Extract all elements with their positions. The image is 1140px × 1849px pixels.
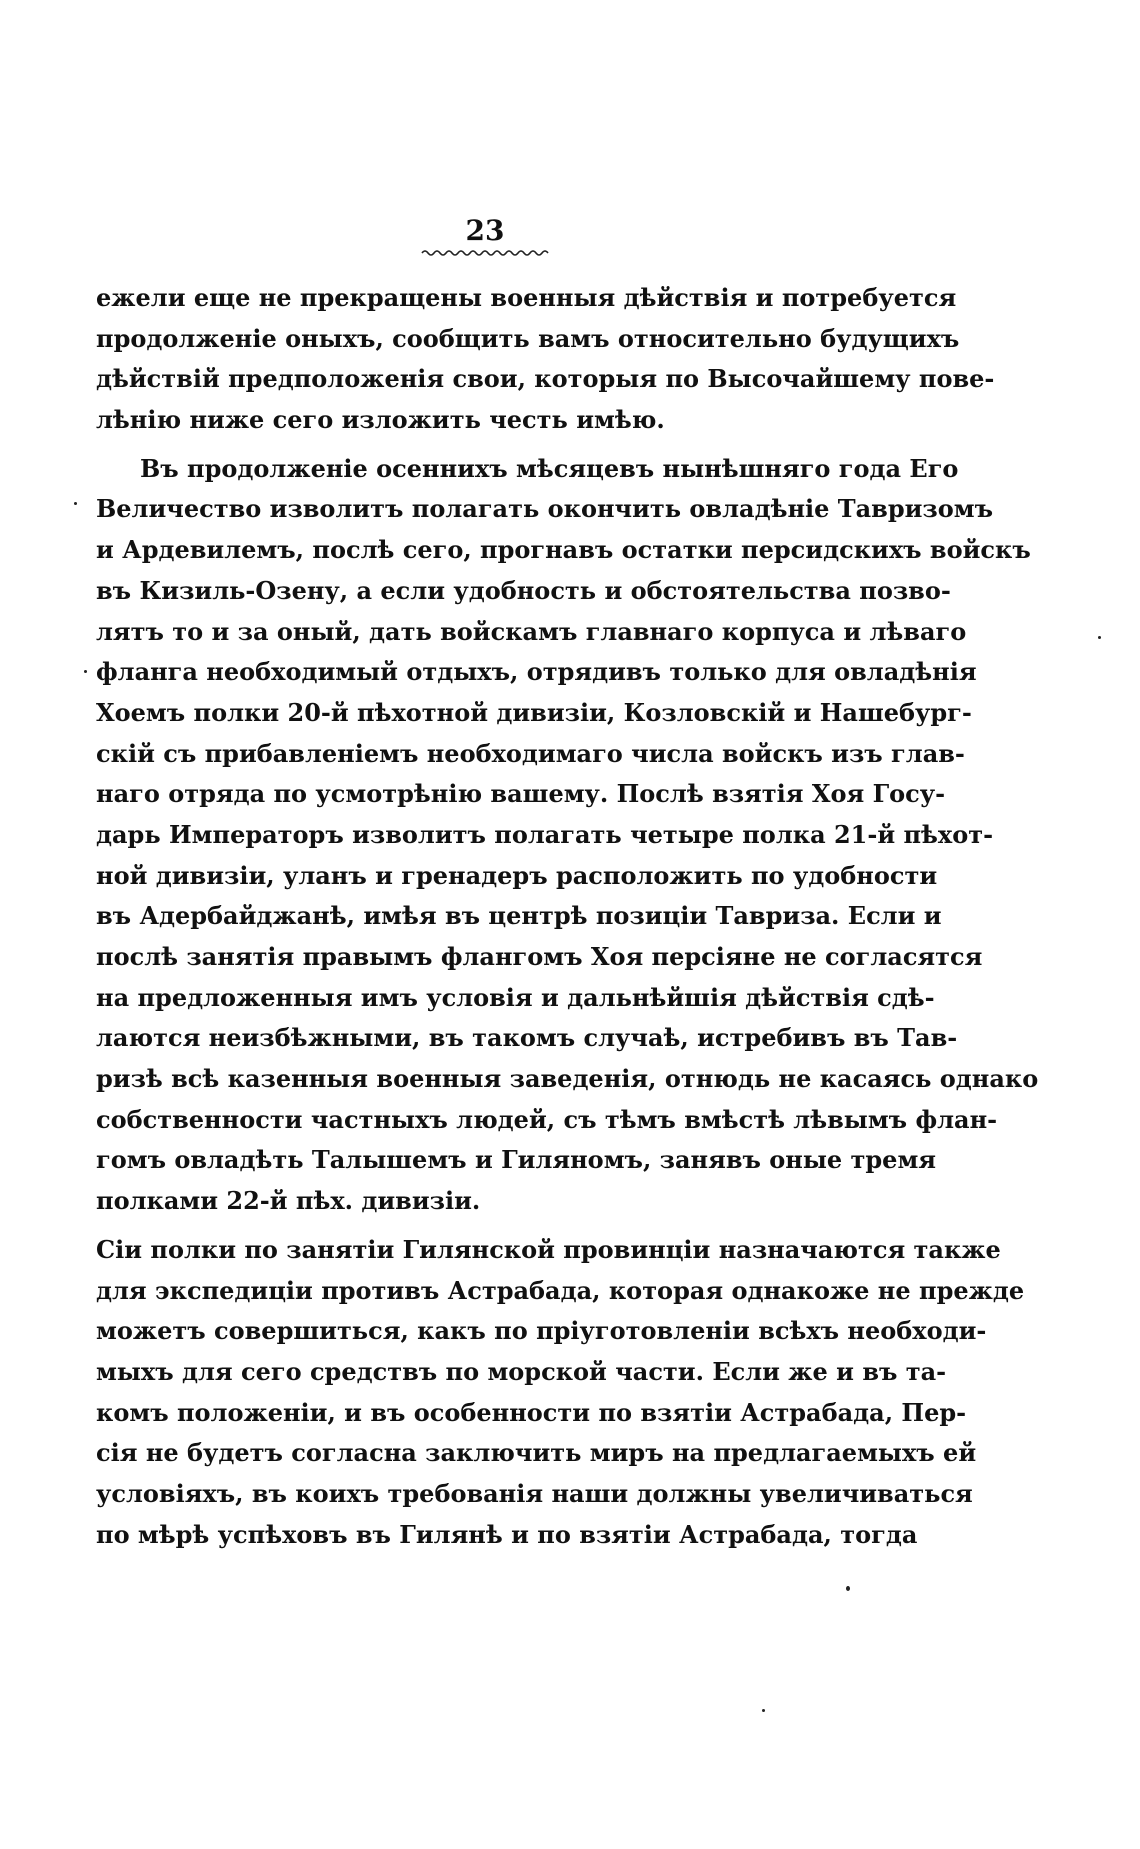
paragraph-1 bbox=[96, 278, 995, 441]
scan-speck bbox=[762, 1709, 765, 1712]
text-line: и Ардевилемъ, послѣ сего, прогнавъ остатки персидскихъ войскъ bbox=[96, 535, 1031, 565]
text-line: лаются неизбѣжными, въ такомъ случаѣ, истребивъ въ Тав- bbox=[96, 1023, 958, 1053]
text-line: можетъ совершиться, какъ по пріуготовленіи всѣхъ необходи- bbox=[96, 1316, 987, 1346]
text-line: фланга необходимый отдыхъ, отрядивъ только для овладѣнія bbox=[96, 657, 977, 687]
text-line: по мѣрѣ успѣховъ въ Гилянѣ и по взятіи Астрабада, тогда bbox=[96, 1519, 918, 1549]
text-line: дѣйствій предположенія свои, которыя по Высочайшему пове- bbox=[96, 364, 995, 394]
paragraph-2 bbox=[96, 449, 1039, 1222]
wavy-rule-ornament bbox=[420, 247, 550, 259]
scan-speck bbox=[84, 670, 87, 673]
text-line: ризѣ всѣ казенныя военныя заведенія, отнюдь не касаясь однако bbox=[96, 1064, 1039, 1094]
scan-speck bbox=[846, 1586, 850, 1591]
text-line: гомъ овладѣть Талышемъ и Гиляномъ, занявъ оные тремя bbox=[96, 1145, 937, 1175]
text-line: послѣ занятія правымъ флангомъ Хоя персіяне не согласятся bbox=[96, 942, 983, 971]
text-line: мыхъ для сего средствъ по морской части. Если же и въ та- bbox=[96, 1356, 947, 1386]
text-line: ежели еще не прекращены военныя дѣйствія и потребуется bbox=[96, 283, 957, 312]
text-line: собственности частныхъ людей, съ тѣмъ вмѣстѣ лѣвымъ флан- bbox=[96, 1104, 998, 1134]
page-number: 23 bbox=[465, 214, 505, 247]
text-line: лятъ то и за оный, дать войскамъ главнаго корпуса и лѣваго bbox=[96, 616, 967, 646]
text-line: въ Кизиль-Озену, а если удобность и обстоятельства позво- bbox=[96, 575, 951, 605]
body-text bbox=[96, 278, 1039, 1555]
scan-speck bbox=[74, 502, 77, 505]
text-line: наго отряда по усмотрѣнію вашему. Послѣ взятія Хоя Госу- bbox=[96, 779, 946, 809]
scan-speck bbox=[1098, 636, 1101, 639]
text-line: комъ положеніи, и въ особенности по взятіи Астрабада, Пер- bbox=[96, 1397, 967, 1427]
text-line: скій съ прибавленіемъ необходимаго числа войскъ изъ глав- bbox=[96, 738, 965, 768]
text-line: дарь Императоръ изволитъ полагать четыре полка 21-й пѣхот- bbox=[96, 819, 994, 849]
paragraph-3 bbox=[96, 1230, 1025, 1556]
text-line: условіяхъ, въ коихъ требованія наши должны увеличиваться bbox=[96, 1478, 973, 1508]
text-line: продолженіе оныхъ, сообщить вамъ относительно будущихъ bbox=[96, 323, 960, 353]
text-line: Въ продолженіе осеннихъ мѣсяцевъ нынѣшняго года Его bbox=[140, 453, 959, 483]
text-line: Хоемъ полки 20-й пѣхотной дивизіи, Козловскій и Нашебург- bbox=[96, 697, 972, 727]
text-line: для экспедиціи противъ Астрабада, которая однакоже не прежде bbox=[96, 1275, 1025, 1305]
text-line: на предложенныя имъ условія и дальнѣйшія дѣйствія сдѣ- bbox=[96, 982, 935, 1012]
text-line: полками 22-й пѣх. дивизіи. bbox=[96, 1186, 481, 1216]
text-line: сія не будетъ согласна заключить миръ на предлагаемыхъ ей bbox=[96, 1438, 977, 1468]
text-line: Сіи полки по занятіи Гилянской провинціи назначаются также bbox=[96, 1234, 1001, 1264]
text-line: въ Адербайджанѣ, имѣя въ центрѣ позиціи Тавриза. Если и bbox=[96, 901, 942, 931]
text-line: Величество изволитъ полагать окончить овладѣніе Тавризомъ bbox=[96, 494, 993, 524]
text-line: лѣнію ниже сего изложить честь имѣю. bbox=[96, 405, 665, 435]
text-line: ной дивизіи, уланъ и гренадеръ расположить по удобности bbox=[96, 860, 938, 890]
